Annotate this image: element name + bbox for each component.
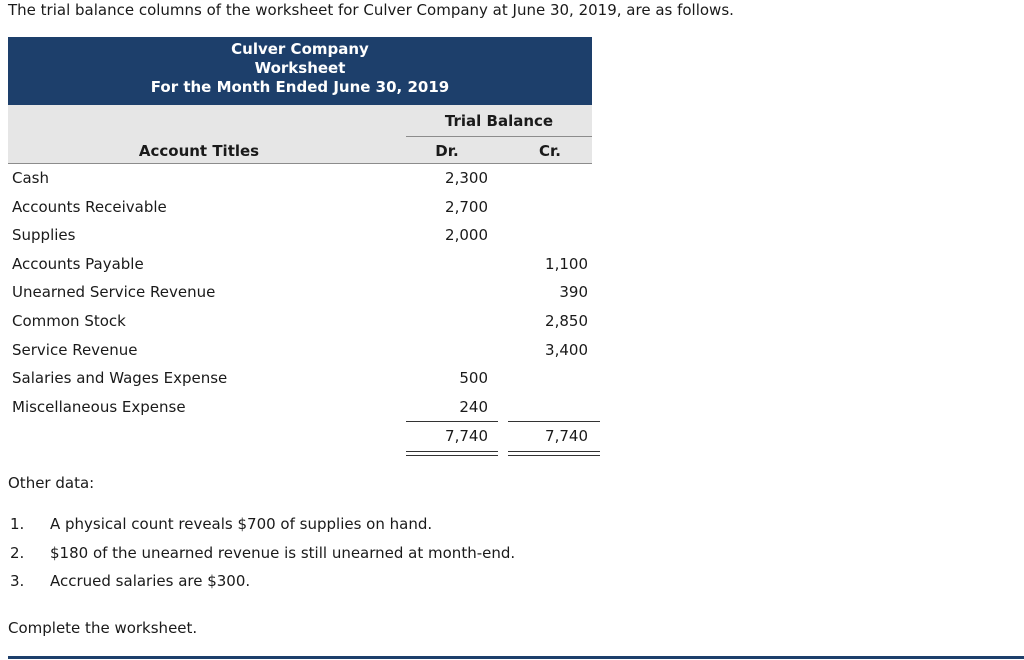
list-item-number: 3.: [10, 572, 25, 590]
list-item-text: Accrued salaries are $300.: [50, 572, 251, 590]
totals-row: [8, 421, 592, 455]
other-data-label: Other data:: [8, 474, 95, 492]
table-row: [8, 250, 592, 279]
debit-total-rule: [406, 421, 498, 422]
account-titles-header: Account Titles: [138, 142, 260, 160]
debit-amount: 500: [459, 369, 488, 388]
debit-amount: 240: [459, 397, 488, 416]
worksheet-period: For the Month Ended June 30, 2019: [150, 78, 450, 96]
account-title: Common Stock: [12, 311, 126, 330]
account-title: Accounts Receivable: [12, 197, 167, 216]
table-row: [8, 307, 592, 336]
table-row: [8, 221, 592, 250]
worksheet-title: Worksheet: [254, 59, 346, 77]
account-title: Supplies: [12, 226, 76, 245]
trial-balance-rule: [406, 136, 592, 137]
debit-header: Dr.: [435, 142, 459, 160]
account-title: Miscellaneous Expense: [12, 397, 186, 416]
bottom-divider: [8, 656, 1024, 659]
instruction-text: Complete the worksheet.: [8, 619, 198, 637]
table-row: [8, 336, 592, 365]
account-title: Cash: [12, 169, 49, 187]
credit-amount: 2,850: [545, 311, 588, 330]
account-title: Service Revenue: [12, 340, 138, 359]
credit-double-underline: [508, 451, 600, 456]
table-row: [8, 364, 592, 393]
table-row: [8, 164, 592, 193]
list-item-number: 2.: [10, 543, 25, 562]
account-title: Salaries and Wages Expense: [12, 369, 228, 388]
credit-total-rule: [508, 421, 600, 422]
column-header: [8, 105, 592, 164]
worksheet-table: [8, 37, 592, 455]
company-name: Culver Company: [231, 40, 369, 58]
debit-amount: 2,300: [445, 169, 488, 187]
table-row: [8, 393, 592, 422]
debit-amount: 2,000: [445, 226, 488, 245]
credit-amount: 3,400: [545, 340, 588, 359]
credit-amount: 1,100: [545, 254, 588, 273]
credit-total: 7,740: [545, 427, 588, 446]
trial-balance-label: Trial Balance: [444, 112, 554, 130]
account-rows: [8, 164, 592, 455]
intro-text: The trial balance columns of the worksheet for Culver Company at June 30, 2019, are as follows.: [8, 1, 734, 19]
table-row: [8, 278, 592, 307]
account-title: Unearned Service Revenue: [12, 283, 216, 302]
debit-total: 7,740: [445, 427, 488, 446]
table-row: [8, 193, 592, 222]
worksheet-header: [8, 37, 592, 105]
list-item-text: $180 of the unearned revenue is still unearned at month-end.: [50, 543, 516, 562]
list-item-text: A physical count reveals $700 of supplies on hand.: [50, 515, 433, 533]
debit-amount: 2,700: [445, 197, 488, 216]
account-title: Accounts Payable: [12, 254, 144, 273]
debit-double-underline: [406, 451, 498, 456]
list-item-number: 1.: [10, 515, 25, 533]
credit-header: Cr.: [539, 142, 561, 160]
credit-amount: 390: [559, 283, 588, 302]
